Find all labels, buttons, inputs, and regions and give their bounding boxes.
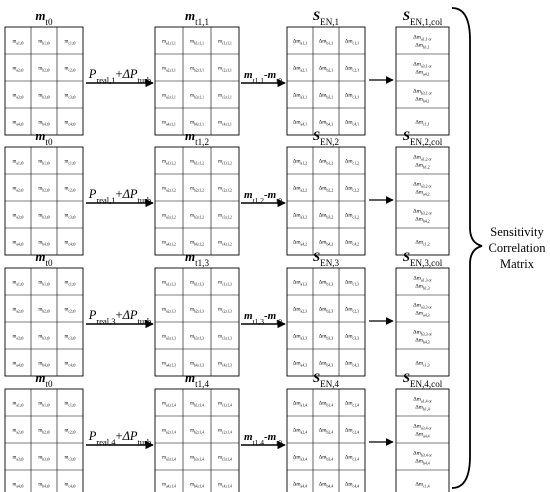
m-t0-cell-2-3-1: $m_{a3,t0}$	[12, 213, 24, 220]
m-t0-cell-4-2-2: $m_{b2,t0}$	[38, 428, 50, 435]
m-t1-cell-1-2-2: $m_{b2,t1,1}$	[190, 66, 204, 73]
s-en-cell-2-3-1: $\Delta m_{a3,2}$	[292, 212, 308, 220]
s-en-cell-2-3-3: $\Delta m_{c3,2}$	[344, 212, 360, 220]
m-t0-cell-1-3-2: $m_{b3,t0}$	[38, 93, 50, 100]
s-en-cell-4-3-2: $\Delta m_{b3,4}$	[318, 454, 334, 462]
m-t1-cell-3-1-2: $m_{b1,t1,3}$	[190, 280, 204, 287]
m-t1-cell-4-1-1: $m_{a1,t1,4}$	[162, 401, 176, 408]
m-t0-cell-3-2-1: $m_{a2,t0}$	[12, 307, 24, 314]
m-t0-cell-4-3-2: $m_{b3,t0}$	[38, 455, 50, 462]
s-en-col-cell-2-1-1: $\Delta m_{a1,2 or}$	[413, 154, 432, 162]
side-label-line-3: Matrix	[499, 257, 535, 271]
perturb-label-1: $P_{real,1}+\Delta P_{turb}$	[88, 67, 152, 85]
m-t0-cell-2-2-3: $m_{c2,t0}$	[64, 186, 76, 193]
m-t1-cell-4-3-1: $m_{a3,t1,4}$	[162, 455, 176, 462]
m-t0-cell-1-1-3: $m_{c1,t0}$	[64, 39, 76, 46]
m-t1-cell-4-3-2: $m_{b3,t1,4}$	[190, 455, 204, 462]
m-t0-cell-4-3-1: $m_{a3,t0}$	[12, 455, 24, 462]
m-t0-cell-3-2-3: $m_{c2,t0}$	[64, 307, 76, 314]
s-en-cell-1-1-3: $\Delta m_{c1,1}$	[344, 38, 360, 46]
m-t0-cell-1-2-1: $m_{a2,t0}$	[12, 66, 24, 73]
s-en-cell-3-3-2: $\Delta m_{b3,3}$	[318, 333, 334, 341]
m-t1-cell-3-2-2: $m_{b2,t1,3}$	[190, 307, 204, 314]
s-en-cell-3-1-2: $\Delta m_{b1,3}$	[318, 279, 334, 287]
m-t1-header-4: $m_{t1,4}$	[184, 370, 210, 389]
s-en-header-4: $S_{EN,4}$	[312, 370, 340, 389]
m-t0-cell-2-1-1: $m_{a1,t0}$	[12, 159, 24, 166]
diff-label-1: $m_{t1,1}-m_{t0}$	[243, 69, 283, 85]
s-en-col-cell-1-3-1: $\Delta m_{b3,1 or}$	[413, 88, 432, 96]
m-t1-cell-1-1-2: $m_{b1,t1,1}$	[190, 39, 204, 46]
s-en-col-cell-1-2-1: $\Delta m_{a3,1 or}$	[413, 61, 432, 69]
m-t1-header-3: $m_{t1,3}$	[184, 249, 210, 268]
s-en-cell-2-2-3: $\Delta m_{c2,2}$	[344, 185, 360, 193]
m-t0-cell-4-4-3: $m_{c4,t0}$	[64, 482, 76, 489]
s-en-col-cell-2-3-1: $\Delta m_{b3,2 or}$	[413, 208, 432, 216]
s-en-cell-1-3-3: $\Delta m_{c3,1}$	[344, 92, 360, 100]
m-t0-cell-3-4-3: $m_{c4,t0}$	[64, 361, 76, 368]
s-en-cell-2-4-1: $\Delta m_{a4,2}$	[292, 239, 308, 247]
s-en-col-header-2: $S_{EN,2,col}$	[402, 128, 443, 147]
s-en-cell-2-4-3: $\Delta m_{c4,2}$	[344, 239, 360, 247]
m-t0-cell-4-2-1: $m_{a2,t0}$	[12, 428, 24, 435]
side-label-line-1: Sensitivity	[490, 225, 544, 239]
m-t0-cell-3-3-2: $m_{b3,t0}$	[38, 334, 50, 341]
m-t0-cell-2-4-2: $m_{b4,t0}$	[38, 240, 50, 247]
s-en-cell-3-2-2: $\Delta m_{b2,3}$	[318, 306, 334, 314]
s-en-cell-1-3-2: $\Delta m_{b3,1}$	[318, 92, 334, 100]
m-t1-cell-3-4-3: $m_{c4,t1,3}$	[218, 361, 232, 368]
m-t1-header-1: $m_{t1,1}$	[184, 8, 210, 27]
s-en-col-cell-2-1-2: $\Delta m_{b1,2}$	[415, 162, 430, 170]
s-en-cell-1-2-3: $\Delta m_{c2,1}$	[344, 65, 360, 73]
m-t0-header-4: $m_{t0}$	[35, 370, 53, 389]
s-en-header-1: $S_{EN,1}$	[312, 8, 340, 27]
m-t1-cell-1-1-1: $m_{a1,t1,1}$	[162, 39, 176, 46]
m-t0-cell-4-1-2: $m_{b1,t0}$	[38, 401, 50, 408]
m-t1-cell-2-1-1: $m_{a1,t1,2}$	[162, 159, 176, 166]
m-t0-cell-3-1-3: $m_{c1,t0}$	[64, 280, 76, 287]
s-en-col-cell-2-2-2: $\Delta m_{a4,2}$	[415, 189, 430, 197]
m-t1-cell-4-3-3: $m_{c3,t1,4}$	[218, 455, 232, 462]
m-t0-cell-3-3-1: $m_{a3,t0}$	[12, 334, 24, 341]
s-en-cell-4-1-3: $\Delta m_{c1,4}$	[344, 400, 360, 408]
s-en-cell-4-4-1: $\Delta m_{a4,4}$	[292, 481, 308, 489]
s-en-col-cell-3-1-1: $\Delta m_{a1,3 or}$	[413, 275, 432, 283]
m-t1-cell-2-4-3: $m_{c4,t1,2}$	[218, 240, 232, 247]
side-label-line-2: Correlation	[488, 241, 546, 255]
s-en-cell-1-3-1: $\Delta m_{a3,1}$	[292, 92, 308, 100]
s-en-col-cell-1-2-2: $\Delta m_{a4,1}$	[415, 69, 430, 77]
s-en-col-header-3: $S_{EN,3,col}$	[402, 249, 443, 268]
m-t1-cell-4-1-3: $m_{c1,t1,4}$	[218, 401, 232, 408]
s-en-header-3: $S_{EN,3}$	[312, 249, 340, 268]
m-t0-cell-1-2-2: $m_{b2,t0}$	[38, 66, 50, 73]
m-t1-cell-4-4-3: $m_{c4,t1,4}$	[218, 482, 232, 489]
s-en-col-cell-3-2-1: $\Delta m_{a3,3 or}$	[413, 302, 432, 310]
m-t1-cell-2-2-1: $m_{a2,t1,2}$	[162, 186, 176, 193]
s-en-cell-4-4-3: $\Delta m_{c4,4}$	[344, 481, 360, 489]
m-t1-cell-2-1-2: $m_{b1,t1,2}$	[190, 159, 204, 166]
m-t0-cell-3-2-2: $m_{b2,t0}$	[38, 307, 50, 314]
s-en-cell-1-1-2: $\Delta m_{b1,1}$	[318, 38, 334, 46]
m-t0-cell-4-4-2: $m_{b4,t0}$	[38, 482, 50, 489]
m-t1-cell-3-3-2: $m_{b3,t1,3}$	[190, 334, 204, 341]
m-t1-cell-2-3-3: $m_{c3,t1,2}$	[218, 213, 232, 220]
s-en-col-cell-1-4-1: $\Delta m_{c1,1}$	[415, 119, 430, 127]
s-en-cell-1-2-1: $\Delta m_{a2,1}$	[292, 65, 308, 73]
m-t1-cell-4-4-2: $m_{b4,t1,4}$	[190, 482, 204, 489]
s-en-cell-4-3-1: $\Delta m_{a3,4}$	[292, 454, 308, 462]
m-t1-cell-2-2-2: $m_{b2,t1,2}$	[190, 186, 204, 193]
s-en-cell-1-2-2: $\Delta m_{b2,1}$	[318, 65, 334, 73]
m-t1-cell-2-3-2: $m_{b3,t1,2}$	[190, 213, 204, 220]
s-en-cell-2-1-3: $\Delta m_{c1,2}$	[344, 158, 360, 166]
m-t1-cell-3-4-1: $m_{a4,t1,3}$	[162, 361, 176, 368]
s-en-col-cell-3-1-2: $\Delta m_{b1,3}$	[415, 283, 430, 291]
m-t1-cell-3-3-3: $m_{c3,t1,3}$	[218, 334, 232, 341]
m-t1-cell-2-4-1: $m_{a4,t1,2}$	[162, 240, 176, 247]
m-t0-cell-4-4-1: $m_{a4,t0}$	[12, 482, 24, 489]
m-t0-cell-4-3-3: $m_{c3,t0}$	[64, 455, 76, 462]
s-en-cell-1-4-2: $\Delta m_{b4,1}$	[318, 119, 334, 127]
s-en-col-header-4: $S_{EN,4,col}$	[402, 370, 443, 389]
s-en-cell-4-4-2: $\Delta m_{b4,4}$	[318, 481, 334, 489]
s-en-col-cell-2-2-1: $\Delta m_{a3,2 or}$	[413, 181, 432, 189]
m-t0-header-3: $m_{t0}$	[35, 249, 53, 268]
m-t1-cell-4-1-2: $m_{b1,t1,4}$	[190, 401, 204, 408]
m-t0-cell-1-4-3: $m_{c4,t0}$	[64, 120, 76, 127]
s-en-header-2: $S_{EN,2}$	[312, 128, 340, 147]
s-en-cell-3-3-3: $\Delta m_{c3,3}$	[344, 333, 360, 341]
s-en-col-cell-4-2-2: $\Delta m_{a4,4}$	[415, 431, 430, 439]
m-t0-cell-1-3-3: $m_{c3,t0}$	[64, 93, 76, 100]
s-en-cell-1-1-1: $\Delta m_{a1,1}$	[292, 38, 308, 46]
diff-label-3: $m_{t1,3}-m_{t0}$	[243, 310, 283, 326]
s-en-col-cell-2-4-1: $\Delta m_{c1,2}$	[415, 239, 430, 247]
s-en-col-cell-4-4-1: $\Delta m_{c1,4}$	[415, 481, 430, 489]
m-t1-cell-1-3-3: $m_{c3,t1,1}$	[218, 93, 232, 100]
m-t1-cell-1-4-2: $m_{b4,t1,1}$	[190, 120, 204, 127]
s-en-cell-1-4-3: $\Delta m_{c4,1}$	[344, 119, 360, 127]
m-t1-cell-4-2-3: $m_{c2,t1,4}$	[218, 428, 232, 435]
m-t1-cell-3-1-3: $m_{c1,t1,3}$	[218, 280, 232, 287]
m-t0-cell-2-4-3: $m_{c4,t0}$	[64, 240, 76, 247]
perturb-label-4: $P_{real,4}+\Delta P_{turb}$	[88, 429, 152, 447]
m-t1-cell-3-1-1: $m_{a1,t1,3}$	[162, 280, 176, 287]
s-en-cell-3-4-1: $\Delta m_{a4,3}$	[292, 360, 308, 368]
m-t1-cell-2-1-3: $m_{c1,t1,2}$	[218, 159, 232, 166]
s-en-cell-3-1-1: $\Delta m_{a1,3}$	[292, 279, 308, 287]
m-t1-cell-1-2-1: $m_{a2,t1,1}$	[162, 66, 176, 73]
s-en-cell-2-2-1: $\Delta m_{a2,2}$	[292, 185, 308, 193]
s-en-cell-2-4-2: $\Delta m_{b4,2}$	[318, 239, 334, 247]
m-t1-cell-3-2-3: $m_{c2,t1,3}$	[218, 307, 232, 314]
m-t1-cell-3-4-2: $m_{b4,t1,3}$	[190, 361, 204, 368]
s-en-cell-3-4-2: $\Delta m_{b4,3}$	[318, 360, 334, 368]
m-t0-cell-1-1-2: $m_{b1,t0}$	[38, 39, 50, 46]
s-en-col-cell-2-3-2: $\Delta m_{b4,2}$	[415, 216, 430, 224]
m-t1-cell-1-1-3: $m_{c1,t1,1}$	[218, 39, 232, 46]
m-t0-cell-1-4-2: $m_{b4,t0}$	[38, 120, 50, 127]
s-en-col-cell-1-1-2: $\Delta m_{b1,1}$	[415, 42, 430, 50]
s-en-col-cell-1-3-2: $\Delta m_{b4,1}$	[415, 96, 430, 104]
m-t0-cell-2-4-1: $m_{a4,t0}$	[12, 240, 24, 247]
s-en-cell-4-2-2: $\Delta m_{b2,4}$	[318, 427, 334, 435]
s-en-cell-2-1-2: $\Delta m_{b1,2}$	[318, 158, 334, 166]
m-t0-cell-2-3-3: $m_{c3,t0}$	[64, 213, 76, 220]
s-en-col-cell-3-3-1: $\Delta m_{b3,3 or}$	[413, 329, 432, 337]
s-en-col-cell-3-2-2: $\Delta m_{a4,3}$	[415, 310, 430, 318]
s-en-cell-4-2-1: $\Delta m_{a2,4}$	[292, 427, 308, 435]
m-t1-cell-1-3-1: $m_{a3,t1,1}$	[162, 93, 176, 100]
m-t1-cell-1-2-3: $m_{c2,t1,1}$	[218, 66, 232, 73]
s-en-cell-1-4-1: $\Delta m_{a4,1}$	[292, 119, 308, 127]
m-t0-cell-3-3-3: $m_{c3,t0}$	[64, 334, 76, 341]
m-t1-cell-4-2-1: $m_{a2,t1,4}$	[162, 428, 176, 435]
s-en-cell-2-2-2: $\Delta m_{b2,2}$	[318, 185, 334, 193]
m-t0-cell-1-1-1: $m_{a1,t0}$	[12, 39, 24, 46]
m-t1-cell-3-3-1: $m_{a3,t1,3}$	[162, 334, 176, 341]
s-en-col-cell-4-3-1: $\Delta m_{b3,4 or}$	[413, 450, 432, 458]
diff-label-4: $m_{t1,4}-m_{t0}$	[243, 431, 283, 447]
m-t1-cell-2-3-1: $m_{a3,t1,2}$	[162, 213, 176, 220]
m-t1-cell-3-2-1: $m_{a2,t1,3}$	[162, 307, 176, 314]
s-en-cell-3-1-3: $\Delta m_{c1,3}$	[344, 279, 360, 287]
s-en-col-cell-4-3-2: $\Delta m_{b4,4}$	[415, 458, 430, 466]
s-en-col-cell-1-1-1: $\Delta m_{a1,1 or}$	[413, 34, 432, 42]
m-t0-header-2: $m_{t0}$	[35, 128, 53, 147]
m-t1-cell-1-4-3: $m_{c4,t1,1}$	[218, 120, 232, 127]
s-en-cell-3-4-3: $\Delta m_{c4,3}$	[344, 360, 360, 368]
m-t0-cell-2-1-3: $m_{c1,t0}$	[64, 159, 76, 166]
s-en-col-cell-3-4-1: $\Delta m_{c1,3}$	[415, 360, 430, 368]
m-t0-header-1: $m_{t0}$	[35, 8, 53, 27]
s-en-cell-4-3-3: $\Delta m_{c3,4}$	[344, 454, 360, 462]
s-en-col-cell-4-1-2: $\Delta m_{b1,4}$	[415, 404, 430, 412]
m-t0-cell-4-1-1: $m_{a1,t0}$	[12, 401, 24, 408]
s-en-cell-2-1-1: $\Delta m_{a1,2}$	[292, 158, 308, 166]
s-en-cell-4-1-1: $\Delta m_{a1,4}$	[292, 400, 308, 408]
m-t0-cell-2-3-2: $m_{b3,t0}$	[38, 213, 50, 220]
m-t0-cell-3-4-1: $m_{a4,t0}$	[12, 361, 24, 368]
m-t0-cell-2-1-2: $m_{b1,t0}$	[38, 159, 50, 166]
m-t0-cell-4-2-3: $m_{c2,t0}$	[64, 428, 76, 435]
m-t1-cell-1-4-1: $m_{a4,t1,1}$	[162, 120, 176, 127]
s-en-col-cell-4-2-1: $\Delta m_{a3,4 or}$	[413, 423, 432, 431]
m-t1-cell-2-2-3: $m_{c2,t1,2}$	[218, 186, 232, 193]
perturb-label-2: $P_{real,1}+\Delta P_{turb}$	[88, 187, 152, 205]
s-en-col-cell-4-1-1: $\Delta m_{a1,4 or}$	[413, 396, 432, 404]
m-t1-cell-4-4-1: $m_{a4,t1,4}$	[162, 482, 176, 489]
s-en-cell-3-3-1: $\Delta m_{a3,3}$	[292, 333, 308, 341]
s-en-col-cell-3-3-2: $\Delta m_{b4,3}$	[415, 337, 430, 345]
s-en-cell-2-3-2: $\Delta m_{b3,2}$	[318, 212, 334, 220]
m-t0-cell-1-2-3: $m_{c2,t0}$	[64, 66, 76, 73]
m-t0-cell-3-1-2: $m_{b1,t0}$	[38, 280, 50, 287]
m-t0-cell-4-1-3: $m_{c1,t0}$	[64, 401, 76, 408]
diff-label-2: $m_{t1,2}-m_{t0}$	[243, 189, 283, 205]
s-en-cell-4-1-2: $\Delta m_{b1,4}$	[318, 400, 334, 408]
m-t0-cell-3-1-1: $m_{a1,t0}$	[12, 280, 24, 287]
s-en-cell-3-2-3: $\Delta m_{c2,3}$	[344, 306, 360, 314]
right-brace	[452, 8, 482, 488]
m-t0-cell-2-2-2: $m_{b2,t0}$	[38, 186, 50, 193]
s-en-cell-3-2-1: $\Delta m_{a2,3}$	[292, 306, 308, 314]
m-t1-cell-1-3-2: $m_{b3,t1,1}$	[190, 93, 204, 100]
m-t0-cell-2-2-1: $m_{a2,t0}$	[12, 186, 24, 193]
s-en-col-header-1: $S_{EN,1,col}$	[402, 8, 443, 27]
m-t1-cell-4-2-2: $m_{b2,t1,4}$	[190, 428, 204, 435]
m-t0-cell-1-3-1: $m_{a3,t0}$	[12, 93, 24, 100]
s-en-cell-4-2-3: $\Delta m_{c2,4}$	[344, 427, 360, 435]
perturb-label-3: $P_{real,3}+\Delta P_{turb}$	[88, 308, 152, 326]
m-t0-cell-3-4-2: $m_{b4,t0}$	[38, 361, 50, 368]
m-t1-header-2: $m_{t1,2}$	[184, 128, 210, 147]
m-t1-cell-2-4-2: $m_{b4,t1,2}$	[190, 240, 204, 247]
m-t0-cell-1-4-1: $m_{a4,t0}$	[12, 120, 24, 127]
